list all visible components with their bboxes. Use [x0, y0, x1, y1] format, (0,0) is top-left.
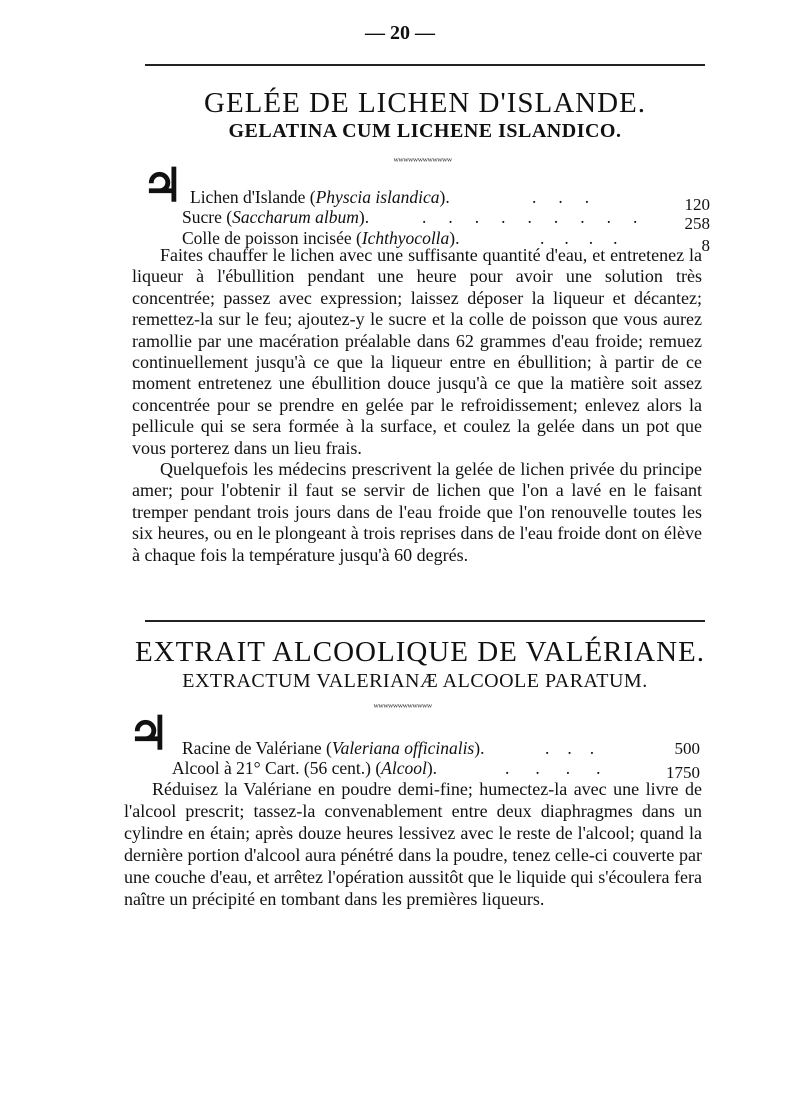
ingredient-name: Alcool à 21° Cart. (56 cent.) ( — [172, 758, 382, 778]
ingredient-line — [190, 186, 450, 208]
ingredient-name: Racine de Valériane ( — [182, 738, 332, 758]
ingredient-latin: Physcia islandica — [315, 187, 440, 207]
ingredient-line — [182, 737, 484, 759]
ingredient-line — [172, 757, 437, 779]
ingredient-close: ). — [358, 207, 370, 227]
jupiter-symbol-icon: ♃ — [142, 160, 184, 211]
paragraph: Faites chauffer le lichen avec une suffisante quantité d'eau, et entretenez la liqueur à l'ébullition pendant une heure pour avoir une solution très concentrée; passez avec expression; laissez déposer la liqueur et décantez; remettez-la sur le feu; ajoutez-y le sucre et la colle de poisson que vous aurez ramollie par une macération préalable dans 62 grammes d'eau froide; remuez continuellement jusqu'à ce que la liqueur entre en ébullition; à partir de ce moment entretenez une ébullition douce jusqu'à ce que la matière soit assez concentrée pour se prendre en gelée par le refroidissement; enlevez alors la pellicule qui se sera formée à la surface, et coulez la gelée dans un pot que vous porterez dans un lieu frais. — [132, 245, 702, 458]
ingredient-latin: Alcool — [381, 758, 427, 778]
ingredient-qty: 8 — [701, 236, 710, 255]
ingredient-line — [182, 206, 369, 228]
section2-title: EXTRAIT ALCOOLIQUE DE VALÉRIANE. — [134, 636, 706, 668]
leader-dots: .... — [540, 228, 638, 248]
paragraph: Réduisez la Valériane en poudre demi-fine; humectez-la avec une livre de l'alcool prescrit; tassez-la convenablement entre deux diaphragmes dans un cylindre en étain; après douze heures lessivez avec le reste de l'alcool; quand la dernière portion d'alcool aura pénétré dans la poudre, tenez celle-ci couverte par une couche d'eau, et arrêtez l'opération aussitôt que le liquide qui s'écoulera fera naître un précipité en tombant dans les premières liqueurs. — [124, 779, 702, 909]
ingredient-close: ). — [449, 228, 460, 248]
leader-dots: ......... — [422, 207, 660, 227]
section1-text — [132, 245, 702, 566]
leader-dots: ... — [532, 187, 612, 207]
leader-dots: .... — [505, 758, 627, 778]
jupiter-symbol-icon: ♃ — [128, 708, 170, 759]
ingredient-qty: 258 — [684, 214, 710, 233]
ingredient-latin: Valeriana officinalis — [331, 738, 475, 758]
ingredient-qty: 1750 — [666, 763, 700, 782]
ingredient-close: ). — [426, 758, 438, 778]
ingredient-latin: Ichthyocolla — [361, 228, 450, 248]
ingredient-name: Colle de poisson incisée ( — [182, 228, 362, 248]
ingredient-name: Sucre ( — [182, 207, 233, 227]
ingredient-close: ). — [439, 187, 450, 207]
ingredient-close: ). — [474, 738, 485, 758]
page-number: — 20 — — [365, 22, 435, 44]
section1-ornament: ʷʷʷʷʷʷʷʷʷʷʷʷ — [393, 157, 452, 168]
section2-subtitle: EXTRACTUM VALERIANÆ ALCOOLE PARATUM. — [182, 670, 648, 692]
paragraph: Quelquefois les médecins prescrivent la gelée de lichen privée du principe amer; pour l'obtenir il faut se servir de lichen que l'on a lavé en le faisant tremper pendant trois jours dans de l'eau froide que l'on renouvelle toutes les six heures, ou en le plongeant à trois reprises dans de l'eau froide dont on élève à chaque fois la température jusqu'à 60 degrés. — [132, 459, 702, 565]
ingredient-latin: Saccharum album — [232, 207, 359, 227]
section1-title: GELÉE DE LICHEN D'ISLANDE. — [204, 87, 646, 119]
section-divider — [145, 620, 705, 622]
section2-text — [124, 778, 702, 910]
top-rule — [145, 64, 705, 66]
section1-subtitle: GELATINA CUM LICHENE ISLANDICO. — [228, 120, 622, 142]
ingredient-name: Lichen d'Islande ( — [190, 187, 316, 207]
section2-ornament: ʷʷʷʷʷʷʷʷʷʷʷʷ — [373, 703, 432, 714]
leader-dots: ... — [545, 738, 613, 758]
ingredient-qty: 120 — [684, 195, 710, 214]
ingredient-qty: 500 — [674, 739, 700, 758]
